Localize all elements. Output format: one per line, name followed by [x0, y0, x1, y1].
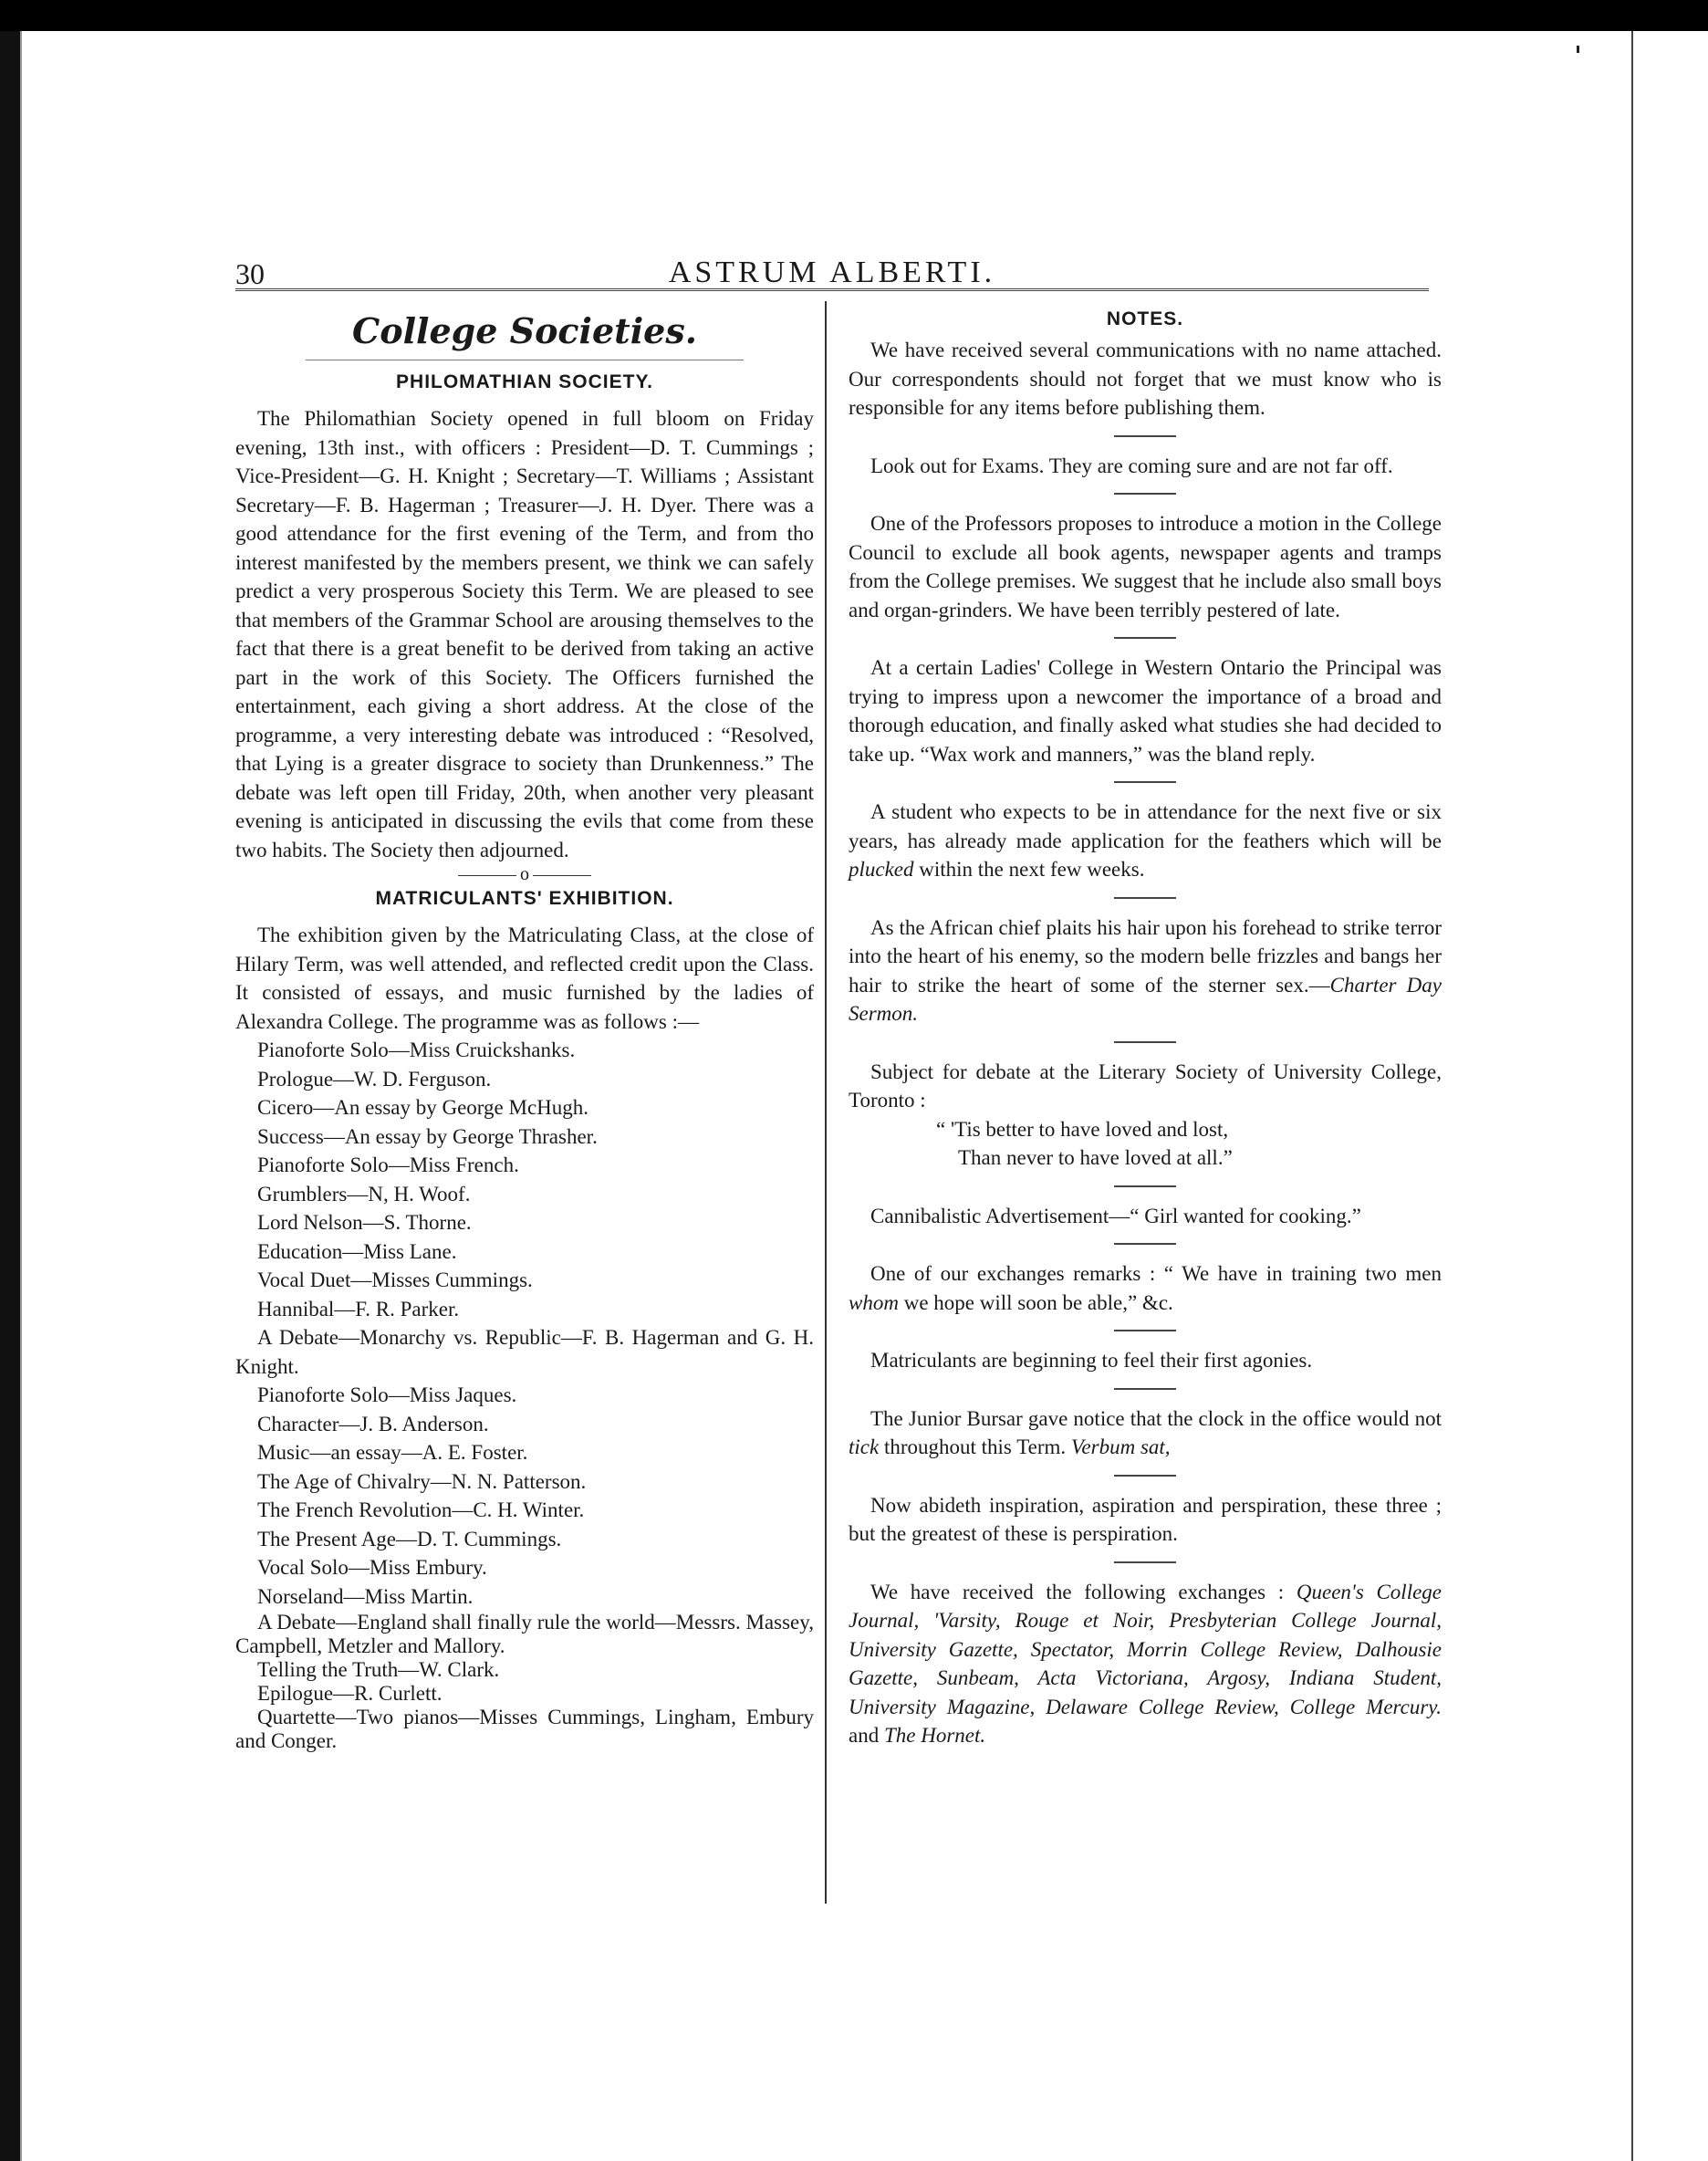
list-item: Norseland—Miss Martin. — [257, 1584, 474, 1608]
note-paragraph: A student who expects to be in attendance for the next five or six years, has already made application for the feathers which will be plucked within the next few weeks. — [849, 800, 1442, 881]
notes-heading: NOTES. — [1106, 308, 1184, 329]
note-divider — [1114, 1041, 1176, 1043]
note-divider — [1114, 1243, 1176, 1245]
note-paragraph: As the African chief plaits his hair upon his forehead to strike terror into the heart of his enemy, so the modern belle frizzles and bangs her hair to strike the heart of some of the sterner sex.—Charter Day Sermon. — [849, 915, 1442, 1025]
ink-mark — [1577, 46, 1579, 53]
note-paragraph: Cannibalistic Advertisement—“ Girl wanted for cooking.” — [870, 1204, 1361, 1227]
note-divider — [1114, 897, 1176, 899]
note-divider — [1114, 1388, 1176, 1390]
programme-list — [235, 1036, 814, 1753]
header-rule — [235, 288, 1429, 291]
list-item: Education—Miss Lane. — [257, 1239, 457, 1263]
note-paragraph: We have received several communications with no name attached. Our correspondents should not forget that we must know who is responsible for any items before publishing them. — [849, 339, 1442, 419]
list-item: The Age of Chivalry—N. N. Patterson. — [257, 1469, 587, 1493]
list-item: Pianoforte Solo—Miss French. — [257, 1154, 519, 1176]
note-paragraph: We have received the following exchanges : Queen's College Journal, 'Varsity, Rouge et Noir, Presbyterian College Journal, University Gazette, Spectator, Morrin College Review, Dalhousie Gazette, Sunbeam, Acta Victoriana, Argosy, Indiana Student, University Magazine, Delaware College Review, College Mercury. and The Hornet. — [849, 1580, 1442, 1747]
page-edge — [20, 31, 22, 2161]
note-divider — [1114, 637, 1176, 639]
note-paragraph: Look out for Exams. They are coming sure and are not far off. — [870, 454, 1393, 477]
note-divider — [1114, 1561, 1176, 1563]
list-item: Character—J. B. Anderson. — [257, 1412, 489, 1435]
list-item: Lord Nelson—S. Thorne. — [257, 1211, 472, 1234]
page-number: 30 — [235, 257, 265, 290]
philomathian-heading: PHILOMATHIAN SOCIETY. — [396, 371, 653, 392]
philomathian-paragraph: The Philomathian Society opened in full bloom on Friday evening, 13th inst., with officers : President—D. T. Cummings ; Vice-President—G. H. Knight ; Secretary—T. Williams ; Assistant Secretary—F. B. Hagerman ; Treasurer—J. H. Dyer. There was a good attendance for the first evening of the Term, and from tho interest manifested by the members present, we think we can safely predict a very prosperous Society this Term. We are pleased to see that members of the Grammar School are arousing themselves to the fact that there is a great benefit to be derived from taking an active part in the work of this Society. The Officers furnished the entertainment, each giving a short address. At the close of the programme, a very interesting debate was introduced : “Resolved, that Lying is a greater disgrace to society than Drunkenness.” The debate was left open till Friday, 20th, when another very pleasant evening is anticipated in discussing the evils that come from these two habits. The Society then adjourned. — [235, 407, 814, 861]
exhibition-heading: MATRICULANTS' EXHIBITION. — [375, 888, 674, 909]
list-item: Pianoforte Solo—Miss Jaques. — [257, 1383, 517, 1406]
note-divider — [1114, 493, 1176, 495]
scan-top-border — [0, 0, 1708, 31]
note-paragraph: The Junior Bursar gave notice that the clock in the office would not tick throughout this Term. Verbum sat, — [849, 1406, 1442, 1458]
left-column — [235, 307, 814, 1753]
list-item: Epilogue—R. Curlett. — [257, 1682, 443, 1705]
list-item: Pianoforte Solo—Miss Cruickshanks. — [257, 1039, 576, 1061]
note-paragraph: Matriculants are beginning to feel their first agonies. — [870, 1349, 1313, 1372]
list-item: A Debate—England shall finally rule the world—Messrs. Massey, Campbell, Metzler and Mallory. — [235, 1611, 814, 1657]
quote-line: Than never to have loved at all.” — [958, 1146, 1233, 1169]
page-right-edge — [1631, 31, 1633, 2161]
note-divider — [1114, 1330, 1176, 1331]
section-title: College Societies. — [352, 310, 697, 351]
list-item: The French Revolution—C. H. Winter. — [257, 1498, 585, 1521]
list-item: A Debate—Monarchy vs. Republic—F. B. Hagerman and G. H. Knight. — [235, 1326, 814, 1378]
list-item: Cicero—An essay by George McHugh. — [257, 1096, 589, 1119]
column-divider — [825, 301, 827, 1904]
note-divider — [1114, 435, 1176, 437]
note-paragraph: One of our exchanges remarks : “ We have in training two men whom we hope will soon be able,” &c. — [849, 1262, 1442, 1314]
section-separator: o — [235, 864, 814, 884]
list-item: Prologue—W. D. Ferguson. — [257, 1067, 492, 1091]
note-divider — [1114, 1475, 1176, 1477]
note-paragraph: One of the Professors proposes to introduce a motion in the College Council to exclude all book agents, newspaper agents and tramps from the College premises. We suggest that he include also small boys and organ-grinders. We have been terribly pestered of late. — [849, 512, 1442, 621]
list-item: Vocal Duet—Misses Cummings. — [257, 1268, 533, 1291]
journal-title: ASTRUM ALBERTI. — [668, 256, 996, 289]
list-item: Music—an essay—A. E. Foster. — [257, 1441, 528, 1464]
note-paragraph: Subject for debate at the Literary Society of University College, Toronto : — [849, 1060, 1442, 1112]
list-item: The Present Age—D. T. Cummings. — [257, 1527, 562, 1550]
list-item: Grumblers—N, H. Woof. — [257, 1182, 471, 1206]
note-paragraph: At a certain Ladies' College in Western Ontario the Principal was trying to impress upon a newcomer the importance of a broad and thorough education, and finally asked what studies she had decided to take up. “Wax work and manners,” was the bland reply. — [849, 656, 1442, 766]
note-divider — [1114, 781, 1176, 783]
list-item: Quartette—Two pianos—Misses Cummings, Lingham, Embury and Conger. — [235, 1706, 814, 1752]
note-paragraph: Now abideth inspiration, aspiration and perspiration, these three ; but the greatest of these is perspiration. — [849, 1493, 1442, 1545]
list-item: Telling the Truth—W. Clark. — [257, 1658, 500, 1681]
list-item: Vocal Solo—Miss Embury. — [257, 1556, 487, 1579]
list-item: Success—An essay by George Thrasher. — [257, 1124, 598, 1148]
scan-left-border — [0, 31, 20, 2161]
exhibition-paragraph: The exhibition given by the Matriculating Class, at the close of Hilary Term, was well attended, and reflected credit upon the Class. It consisted of essays, and music furnished by the ladies of Alexandra College. The programme was as follows :— — [235, 924, 814, 1033]
quote-line: “ 'Tis better to have loved and lost, — [936, 1117, 1229, 1141]
list-item: Hannibal—F. R. Parker. — [257, 1297, 460, 1321]
note-divider — [1114, 1185, 1176, 1187]
right-column — [849, 307, 1442, 1750]
